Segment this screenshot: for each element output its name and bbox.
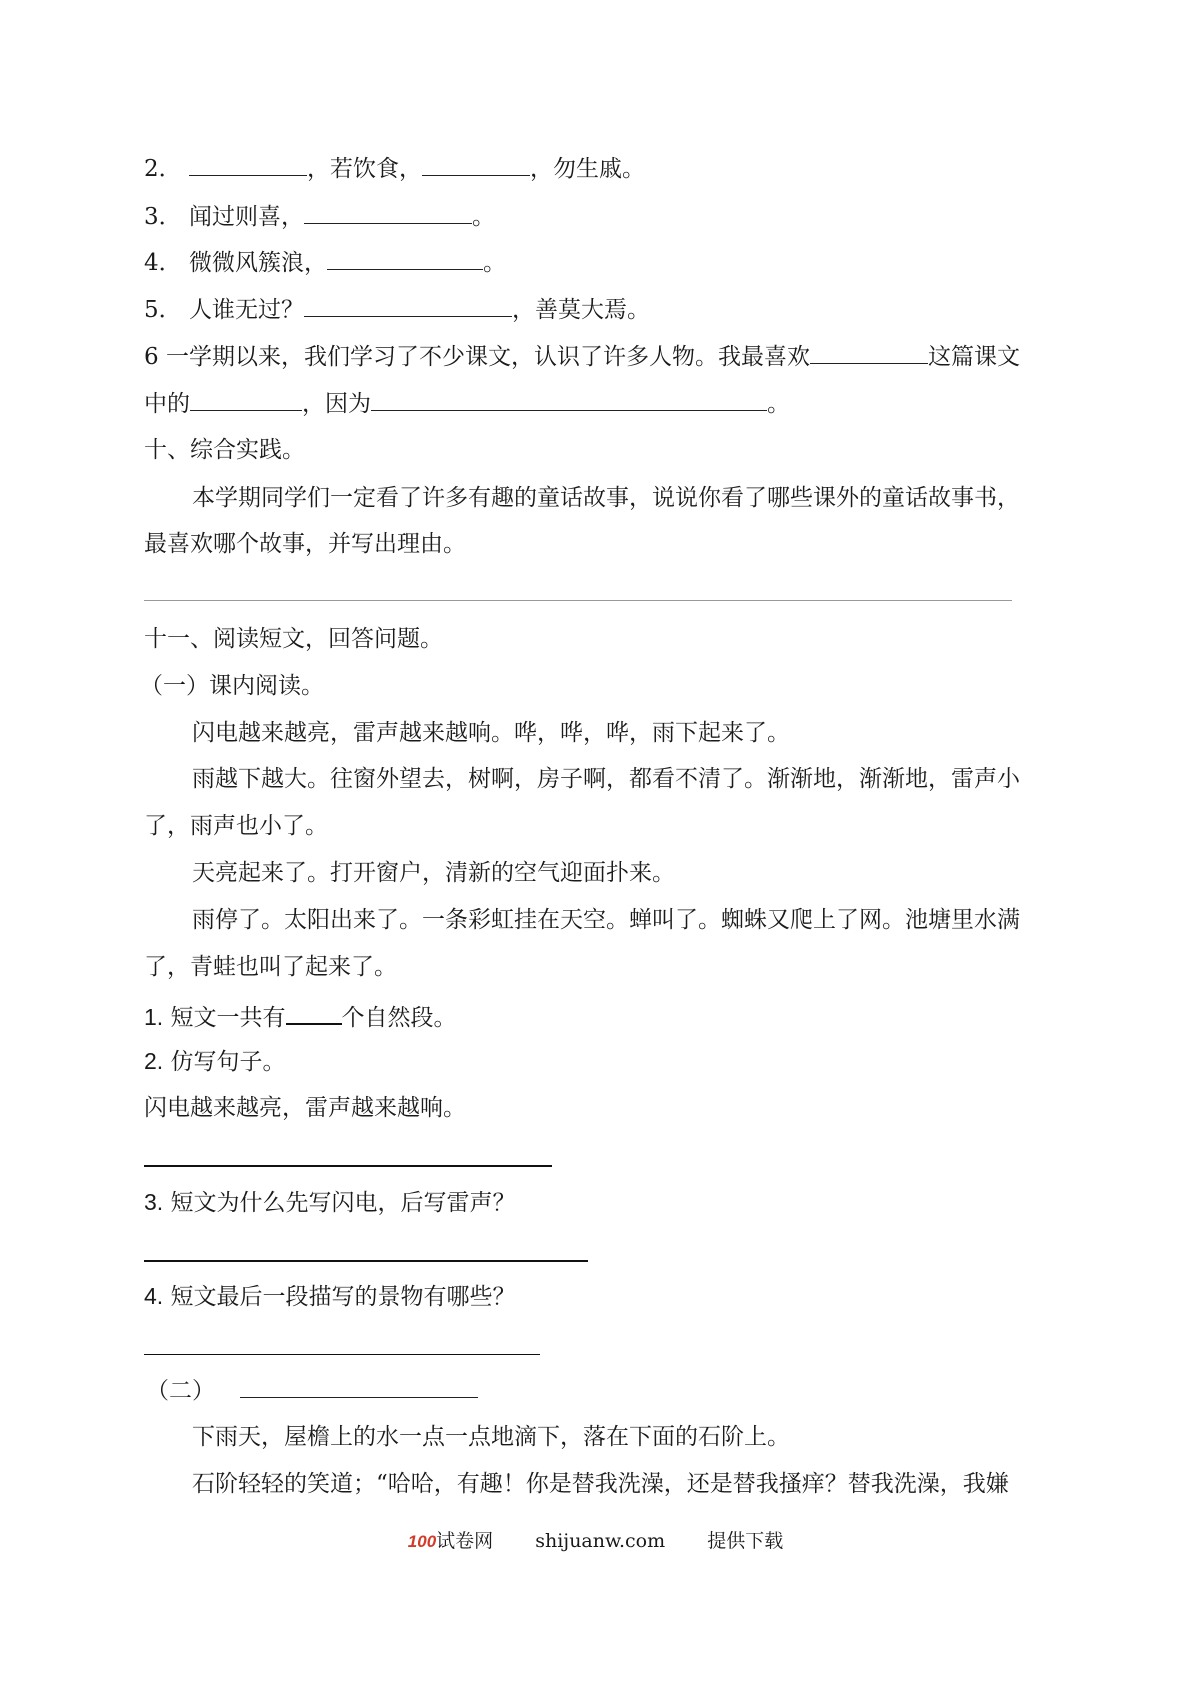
part-1-title: （一）课内阅读。 (140, 673, 324, 699)
part-2-title (146, 1373, 478, 1407)
passage-2-paragraph-1: 下雨天，屋檐上的水一点一点地滴下，落在下面的石阶上。 (192, 1424, 790, 1450)
section-10-paragraph-line1: 本学期同学们一定看了许多有趣的童话故事，说说你看了哪些课外的童话故事书， (192, 485, 1020, 511)
reading-question-2 (144, 1045, 286, 1078)
passage-paragraph-3: 天亮起来了。打开窗户，清新的空气迎面扑来。 (192, 860, 675, 886)
answer-blank[interactable] (327, 245, 483, 270)
question-text: 。 (767, 391, 790, 417)
section-10-title: 十、综合实践。 (144, 437, 305, 463)
question-4 (144, 245, 506, 279)
answer-blank[interactable] (304, 292, 512, 317)
section-10-paragraph-line2: 最喜欢哪个故事，并写出理由。 (144, 531, 466, 557)
question-text: 闻过则喜， (188, 204, 304, 230)
question-text: 6 一学期以来，我们学习了不少课文，认识了许多人物。我最喜欢 (144, 344, 810, 370)
question-text: 微微风簇浪， (188, 250, 327, 276)
answer-blank[interactable] (304, 199, 472, 224)
question-6-line1 (144, 339, 1020, 373)
question-text: 短文一共有 (170, 1005, 286, 1031)
page-footer (0, 1528, 1191, 1555)
answer-blank[interactable] (190, 386, 302, 411)
section-11-title: 十一、阅读短文，回答问题。 (144, 626, 443, 652)
passage-paragraph-1: 闪电越来越亮，雷声越来越响。哗，哗，哗，雨下起来了。 (192, 720, 790, 746)
question-5 (144, 292, 650, 326)
site-logo (408, 1528, 493, 1555)
question-text: 短文为什么先写闪电，后写雷声？ (170, 1190, 516, 1216)
footer-note: 提供下载 (707, 1530, 784, 1552)
question-text: 短文最后一段描写的景物有哪些？ (170, 1284, 516, 1310)
question-number: 3. (144, 1189, 164, 1215)
question-text: 仿写句子。 (170, 1049, 286, 1075)
question-text: ，善莫大焉。 (511, 297, 650, 323)
question-text: ，因为 (302, 391, 371, 417)
site-url[interactable]: shijuanw.com (535, 1530, 666, 1552)
question-text: 人谁无过？ (188, 297, 304, 323)
question-number: 4． (144, 250, 182, 276)
question-text: 。 (482, 250, 506, 276)
answer-blank[interactable] (286, 999, 342, 1025)
answer-line[interactable] (144, 1165, 552, 1167)
passage-paragraph-2-line1: 雨越下越大。往窗外望去，树啊，房子啊，都看不清了。渐渐地，渐渐地，雷声小 (192, 766, 1020, 792)
answer-blank[interactable] (189, 151, 307, 176)
reading-question-3 (144, 1186, 516, 1219)
question-text: ，勿生戚。 (529, 156, 645, 182)
answer-blank[interactable] (422, 151, 530, 176)
question-number: 2． (144, 156, 182, 182)
passage-paragraph-2-line2: 了，雨声也小了。 (144, 813, 328, 839)
question-6-line2 (144, 386, 790, 420)
answer-line[interactable] (144, 1260, 588, 1262)
question-number: 1. (144, 1004, 164, 1030)
question-3 (144, 199, 495, 233)
question-number: 4. (144, 1283, 164, 1309)
passage-2-paragraph-2: 石阶轻轻的笑道；“哈哈，有趣！你是替我洗澡，还是替我搔痒？替我洗澡，我嫌 (192, 1471, 1009, 1497)
question-2 (144, 151, 645, 185)
example-sentence: 闪电越来越亮，雷声越来越响。 (144, 1095, 466, 1121)
question-text: 中的 (144, 391, 190, 417)
answer-line[interactable] (144, 1354, 540, 1355)
answer-blank[interactable] (810, 339, 928, 364)
logo-100-icon: 100 (407, 1532, 437, 1551)
answer-blank[interactable] (371, 386, 767, 411)
part-label: （二） (146, 1378, 215, 1404)
reading-question-4 (144, 1280, 516, 1313)
question-text: 这篇课文 (927, 344, 1020, 370)
passage-paragraph-4-line1: 雨停了。太阳出来了。一条彩虹挂在天空。蝉叫了。蜘蛛又爬上了网。池塘里水满 (192, 907, 1020, 933)
logo-text: 试卷网 (436, 1530, 494, 1552)
reading-question-1 (144, 999, 457, 1034)
answer-line[interactable] (144, 600, 1012, 601)
question-number: 3． (144, 204, 182, 230)
question-number: 2. (144, 1048, 164, 1074)
question-number: 5． (144, 297, 182, 323)
question-text: 个自然段。 (341, 1005, 457, 1031)
title-blank[interactable] (240, 1373, 478, 1398)
passage-paragraph-4-line2: 了，青蛙也叫了起来了。 (144, 954, 397, 980)
question-text: 。 (471, 204, 495, 230)
question-text: ，若饮食， (306, 156, 422, 182)
